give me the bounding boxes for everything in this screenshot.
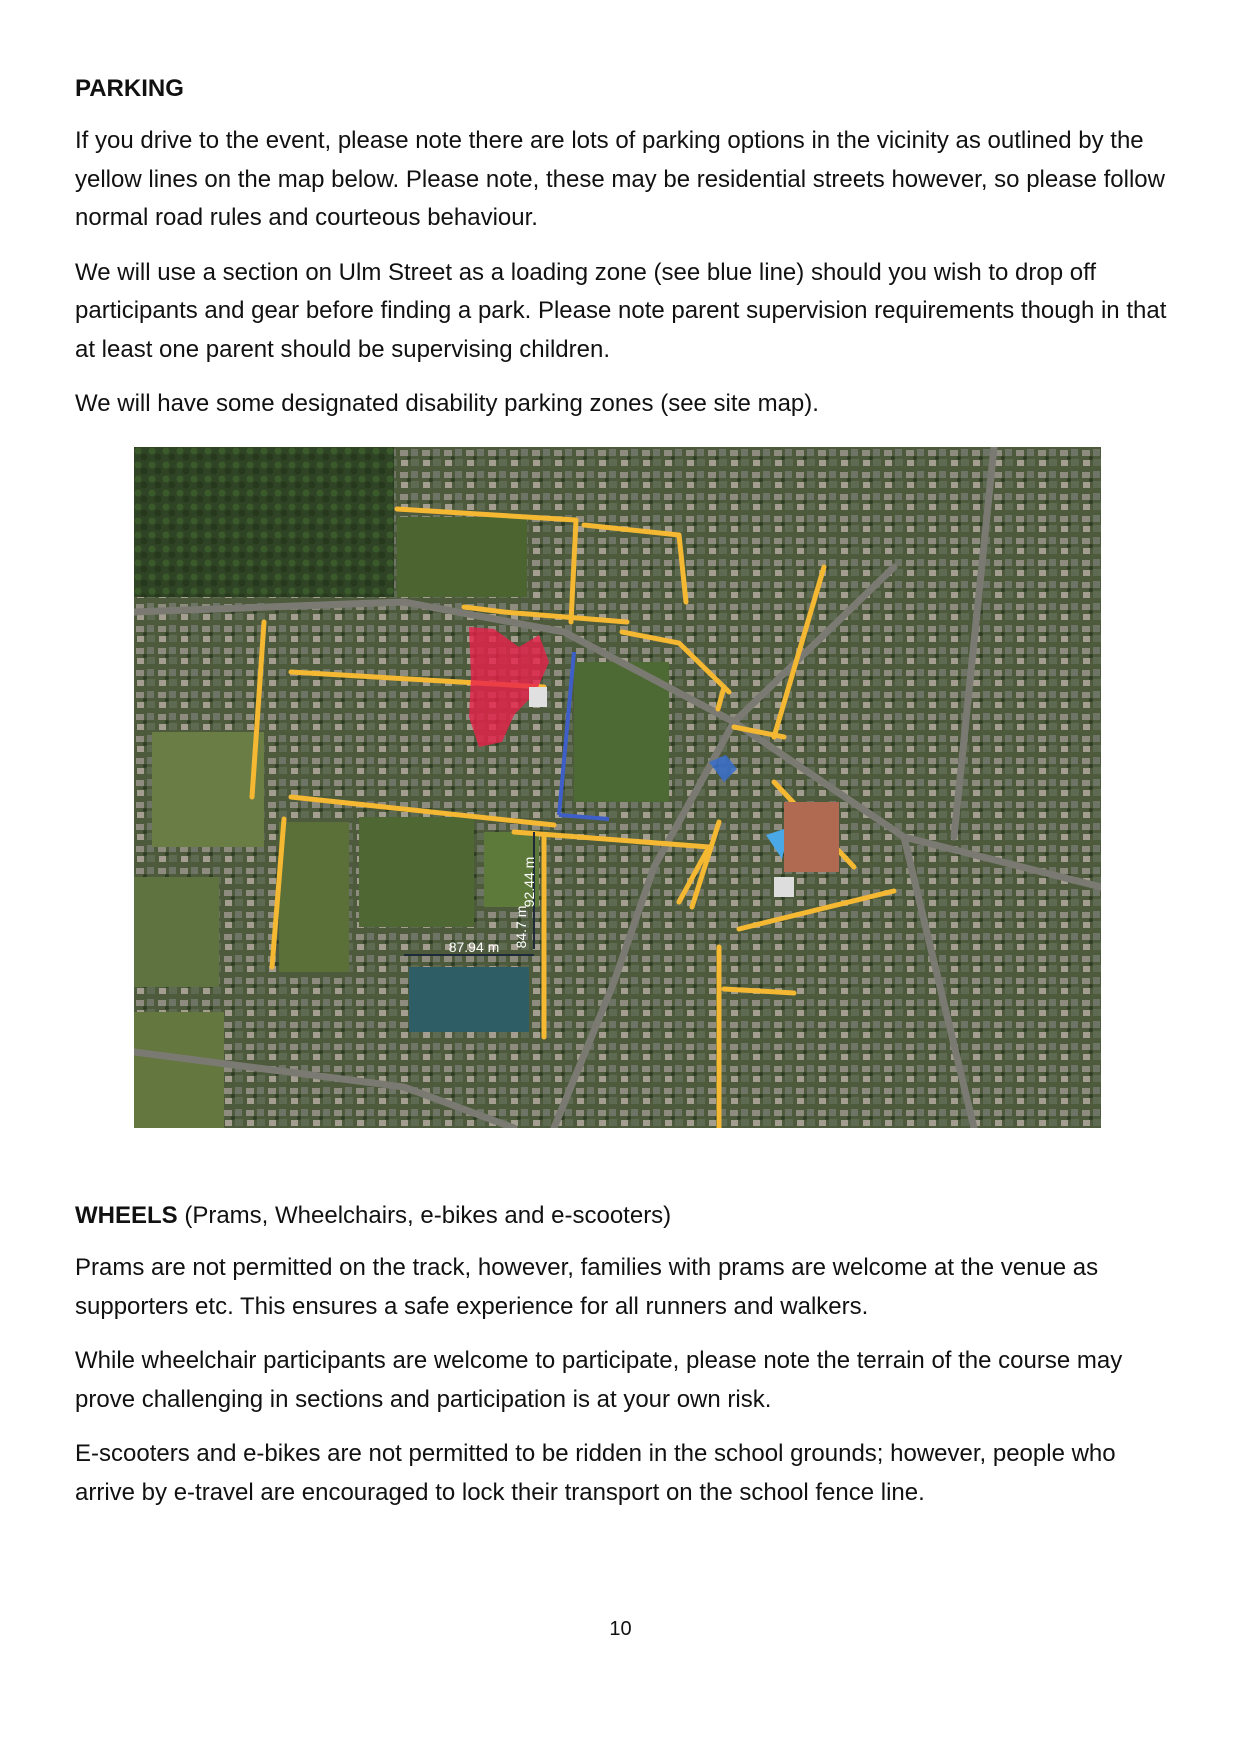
measurement-label-2: 84.7 m [513,905,529,949]
wheels-paragraph-3: E-scooters and e-bikes are not permitted to be ridden in the school grounds; however, people who arrive by e-travel are encouraged to lock their transport on the school fence line. [75,1440,1116,1506]
wheels-subheading: (Prams, Wheelchairs, e-bikes and e-scooters) [184,1202,672,1229]
wheels-section [75,1201,1175,1528]
wheels-heading: WHEELS [75,1202,178,1229]
parking-paragraph-1: If you drive to the event, please note there are lots of parking options in the vicinity as outlined by the yellow lines on the map below. Please note, these may be residential streets however, so please follow normal road rules and courteous behaviour. [75,127,1165,231]
parking-heading: PARKING [75,75,184,102]
aerial-map-image [134,447,1101,1128]
wheels-heading-line [75,1201,1175,1231]
parking-section [75,74,1175,440]
parking-paragraph-2: We will use a section on Ulm Street as a loading zone (see blue line) should you wish to drop off participants and gear before finding a park. Please note parent supervision requirements though in that at least one parent should be supervising children. [75,258,1167,363]
parking-paragraph-3: We will have some designated disability parking zones (see site map). [75,390,819,417]
wheels-paragraph-1: Prams are not permitted on the track, however, families with prams are welcome at the venue as supporters etc. This ensures a safe experience for all runners and walkers. [75,1254,1099,1320]
measurement-label-1: 92.44 m [521,856,537,908]
wheels-paragraph-2: While wheelchair participants are welcome to participate, please note the terrain of the course may prove challenging in sections and participation is at your own risk. [75,1347,1123,1413]
page-number: 10 [609,1618,632,1640]
measurement-label-3: 87.94 m [448,939,500,955]
parking-map [134,447,1101,1128]
